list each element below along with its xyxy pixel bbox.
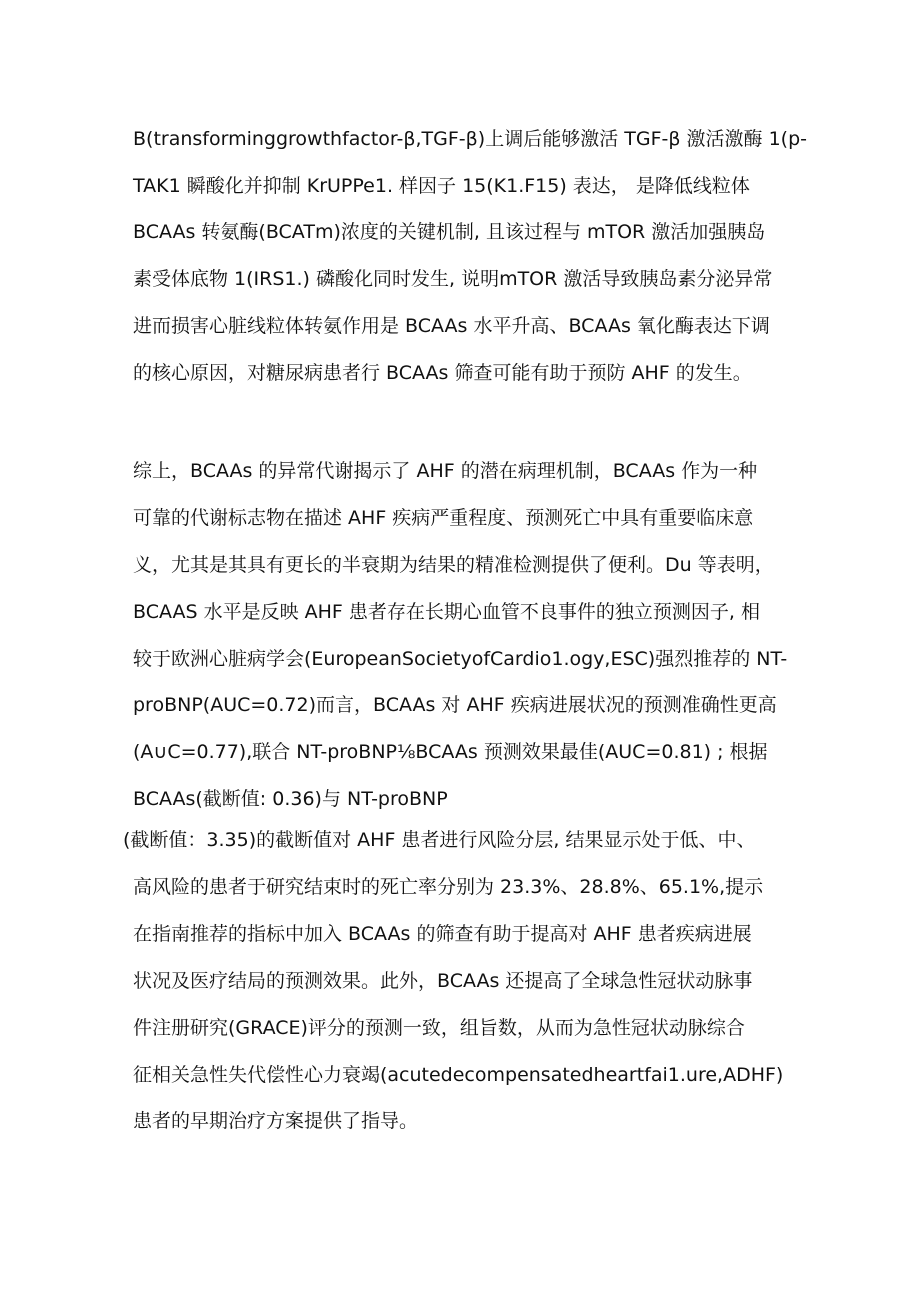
paragraph-2-line-14: 征相关急性失代偿性心力衰竭(acutedecompensatedheartfai1.ure,ADHF)	[133, 1064, 784, 1086]
paragraph-2-line-7: (A∪C=0.77),联合 NT-proBNP⅛BCAAs 预测效果最佳(AUC=0.81) ; 根据	[133, 741, 768, 763]
paragraph-2-line-10: 高风险的患者于研究结束时的死亡率分别为 23.3%、28.8%、65.1%,提示	[133, 876, 764, 898]
paragraph-2-line-5: 较于欧洲心脏病学会(EuropeanSocietyofCardio1.ogy,ESC)强烈推荐的 NT-	[133, 648, 788, 670]
paragraph-2-line-9: (截断值：3.35)的截断值对 AHF 患者进行风险分层, 结果显示处于低、中、	[123, 829, 756, 851]
paragraph-1-line-3: BCAAs 转氨酶(BCATm)浓度的关键机制, 且该过程与 mTOR 激活加强胰岛	[133, 221, 766, 243]
paragraph-1-line-2: TAK1 瞬酸化并抑制 KrUPPe1. 样因子 15(K1.F15) 表达， 是降低线粒体	[133, 175, 750, 197]
paragraph-2-line-8: BCAAs(截断值: 0.36)与 NT-proBNP	[133, 788, 448, 810]
paragraph-1-line-6: 的核心原因，对糖尿病患者行 BCAAs 筛查可能有助于预防 AHF 的发生。	[133, 362, 752, 384]
paragraph-2-line-4: BCAAS 水平是反映 AHF 患者存在长期心血管不良事件的独立预测因子, 相	[133, 601, 760, 623]
paragraph-2-line-3: 义，尤其是其具有更长的半衰期为结果的精准检测提供了便利。Du 等表明，	[133, 554, 774, 576]
paragraph-1-line-1: B(transforminggrowthfactor-β,TGF-β)上调后能够激活 TGF-β 激活激酶 1(p-	[133, 128, 807, 150]
paragraph-2-line-11: 在指南推荐的指标中加入 BCAAs 的筛查有助于提高对 AHF 患者疾病进展	[133, 923, 752, 945]
paragraph-1-line-4: 素受体底物 1(IRS1.) 磷酸化同时发生, 说明mTOR 激活导致胰岛素分泌异常	[133, 268, 773, 290]
paragraph-2-line-13: 件注册研究(GRACE)评分的预测一致，组旨数，从而为急性冠状动脉综合	[133, 1017, 745, 1039]
paragraph-2-line-2: 可靠的代谢标志物在描述 AHF 疾病严重程度、预测死亡中具有重要临床意	[133, 507, 754, 529]
paragraph-2-line-15: 患者的早期治疗方案提供了指导。	[133, 1110, 419, 1132]
paragraph-1-line-5: 进而损害心脏线粒体转氨作用是 BCAAs 水平升高、BCAAs 氧化酶表达下调	[133, 315, 770, 337]
paragraph-2-line-12: 状况及医疗结局的预测效果。此外，BCAAs 还提高了全球急性冠状动脉事	[133, 970, 753, 992]
paragraph-2-line-1: 综上，BCAAs 的异常代谢揭示了 AHF 的潜在病理机制，BCAAs 作为一种	[133, 460, 758, 482]
paragraph-2-line-6: proBNP(AUC=0.72)而言，BCAAs 对 AHF 疾病进展状况的预测准确性更高	[133, 694, 777, 716]
